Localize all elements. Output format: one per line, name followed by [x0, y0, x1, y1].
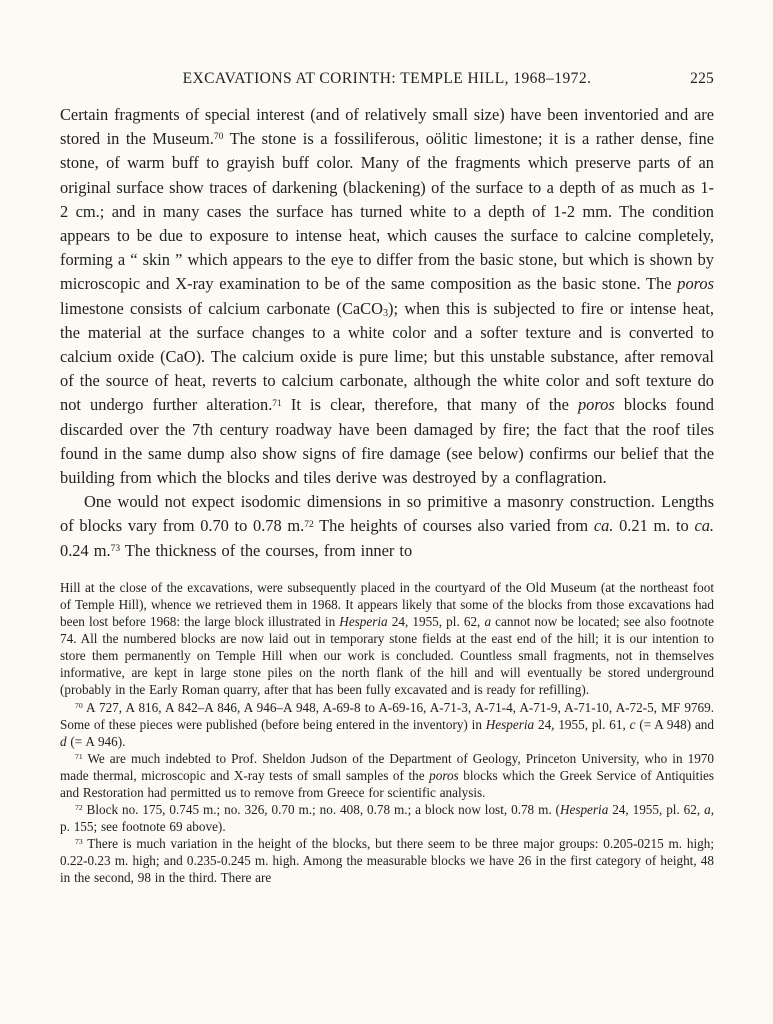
- text-run: Hill at the close of the excavations, were subsequently placed in the courtyard of the Old Museum (at the northeast foot of Temple Hill), whence we retrieved them in 1968. It appears likely that some of the blocks from those excavations had been lost before 1968: the large block illustrated in: [60, 579, 714, 630]
- italic-text: poros: [577, 395, 615, 415]
- paragraph: [60, 699, 714, 750]
- footnote-marker: 72: [75, 803, 83, 813]
- text-run: 0.21 m. to: [613, 516, 695, 536]
- text-run: 24, 1955, pl. 62,: [387, 614, 485, 630]
- text-run: limestone consists of calcium carbonate (CaCO: [60, 298, 383, 318]
- text-run: 24, 1955, pl. 62,: [608, 802, 705, 818]
- text-run: 0.24 m.: [60, 540, 111, 560]
- paragraph: [60, 490, 714, 563]
- text-run: (= A 946).: [66, 733, 126, 749]
- text-run: Certain fragments of special interest (and of relatively small size) have been inventoried and are stored in the Museum.: [60, 105, 714, 149]
- text-run: ); when this is subjected to fire or intense heat, the material at the surface changes to a white color and a softer texture and is converted to calcium oxide (CaO). The calcium oxide is pure lime; but this unstable substance, after removal of the source of heat, reverts to calcium carbonate, although the white color and soft texture do not undergo further alteration.: [60, 298, 714, 415]
- footnote-marker: 72: [304, 519, 314, 530]
- text-run: Block no. 175, 0.745 m.; no. 326, 0.70 m.; no. 408, 0.78 m.; a block now lost, 0.78 m. (: [82, 802, 560, 818]
- text-run: The heights of courses also varied from: [313, 516, 594, 536]
- italic-text: a: [484, 614, 492, 630]
- text-run: blocks found discarded over the 7th century roadway have been damaged by fire; the fact that the roof tiles found in the same dump also show signs of fire damage (see below) confirms our belief that the building from which the blocks and tiles derive was destroyed by a conflagration.: [60, 395, 714, 488]
- paragraph: [60, 835, 714, 886]
- paragraph: [60, 579, 714, 699]
- page-content: [60, 70, 714, 887]
- text-run: A 727, A 816, A 842–A 846, A 946–A 948, A-69-8 to A-69-16, A-71-3, A-71-4, A-71-9, A-71-10, A-72-5, MF 9769. Some of these pieces were published (before being entered in the inventory) in: [60, 699, 714, 732]
- italic-text: poros: [429, 767, 459, 783]
- italic-text: Hesperia: [339, 614, 388, 630]
- footnote-marker: 71: [75, 751, 83, 761]
- text-run: (= A 948) and: [635, 716, 714, 732]
- footnotes: [60, 579, 714, 887]
- running-head-title: EXCAVATIONS AT CORINTH: TEMPLE HILL, 1968–1972.: [182, 70, 592, 87]
- italic-text: a: [704, 802, 711, 818]
- footnote-marker: 70: [213, 132, 224, 143]
- footnote-marker: 73: [110, 543, 121, 554]
- footnote-marker: 71: [272, 398, 282, 409]
- text-run: blocks which the Greek Service of Antiquities and Restoration had permitted us to remove from Greece for scientific analysis.: [60, 767, 714, 800]
- text-run: There is much variation in the height of the blocks, but there seem to be three major groups: 0.205-0215 m. high; 0.22-0.23 m. high; and 0.235-0.245 m. high. Among the measurable blocks we have 26 in the first category of height, 48 in the second, 98 in the third. There are: [60, 836, 714, 886]
- text-run: One would not expect isodomic dimensions in so primitive a masonry construction. Lengths of blocks vary from 0.70 to 0.78 m.: [60, 492, 714, 536]
- text-run: The stone is a fossiliferous, oölitic limestone; it is a rather dense, fine stone, of warm buff to grayish buff color. Many of the fragments which preserve parts of an original surface show traces of darkening (blackening) of the surface to a depth of as much as 1-2 cm.; and in many cases the surface has turned white to a depth of 1-2 mm. The condition appears to be due to exposure to intense heat, which causes the surface to calcine completely, forming a “ skin ” which appears to the eye to differ from the basic stone, but which is shown by microscopic and X-ray examination to be of the same composition as the basic stone. The: [60, 129, 714, 294]
- text-run: It is clear, therefore, that many of the: [281, 395, 578, 415]
- text-run: The thickness of the courses, from inner to: [120, 540, 413, 560]
- body-text: [60, 103, 714, 563]
- italic-text: ca.: [694, 516, 715, 536]
- subscript-text: 3: [382, 307, 389, 319]
- footnote-marker: 70: [75, 700, 83, 710]
- paragraph: [60, 103, 714, 490]
- footnote-marker: 73: [75, 837, 83, 847]
- text-run: We are much indebted to Prof. Sheldon Judson of the Department of Geology, Princeton University, who in 1970 made thermal, microscopic and X-ray tests of small samples of the: [60, 750, 714, 783]
- text-run: cannot now be located; see also footnote 74. All the numbered blocks are now laid out in temporary stone fields at the east end of the hill; it is our intention to store them permanently on Temple Hill when our work is concluded. Countless small fragments, not in themselves informative, are kept in large stone piles on the north flank of the hill and will eventually be stored underground (probably in the Early Roman quarry, after that has been fully excavated and is ready for refilling).: [60, 614, 714, 698]
- italic-text: Hesperia: [559, 802, 609, 818]
- text-run: 24, 1955, pl. 61,: [534, 716, 630, 732]
- text-run: , p. 155; see footnote 69 above).: [60, 802, 714, 835]
- italic-text: poros: [677, 274, 714, 294]
- italic-text: ca.: [593, 516, 614, 536]
- paragraph: [60, 801, 714, 835]
- running-head: [60, 70, 714, 88]
- italic-text: c: [629, 716, 636, 732]
- italic-text: d: [60, 733, 67, 749]
- italic-text: Hesperia: [485, 716, 535, 732]
- page-number: 225: [690, 70, 714, 87]
- paragraph: [60, 750, 714, 801]
